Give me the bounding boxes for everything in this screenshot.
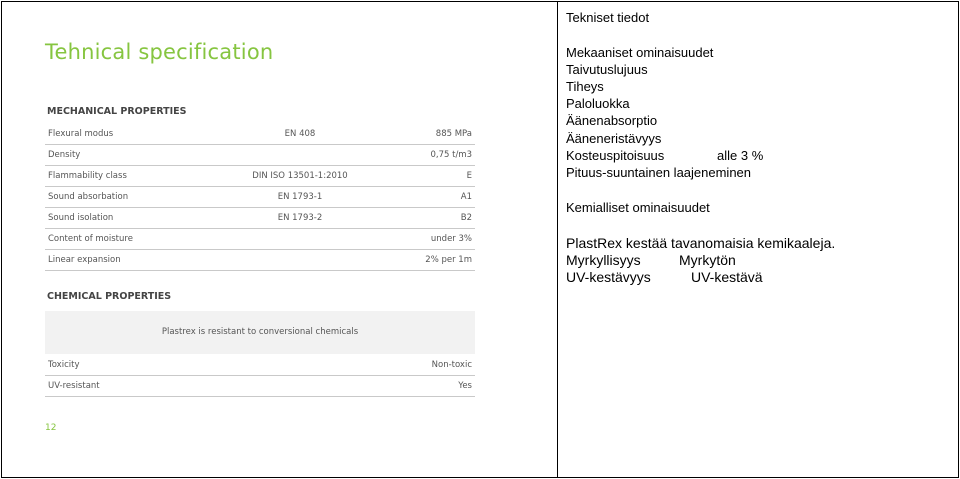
- property-cell: Sound isolation: [48, 213, 114, 223]
- value-cell: E: [466, 171, 472, 181]
- fi-moisture-value: alle 3 %: [717, 148, 764, 163]
- table-row: [45, 166, 475, 187]
- value-cell: 885 MPa: [435, 129, 472, 139]
- standard-cell: DIN ISO 13501-1:2010: [252, 171, 348, 181]
- fi-chem-line: PlastRex kestää tavanomaisia kemikaaleja.: [566, 235, 836, 251]
- fi-mech-item: Ääneneristävyys: [566, 131, 662, 146]
- fi-tox-value: Myrkytön: [679, 252, 736, 268]
- table-row: [45, 187, 475, 208]
- spec-title: Tehnical specification: [45, 40, 274, 64]
- fi-mech-item: Paloluokka: [566, 96, 630, 111]
- fi-mech-item: Äänenabsorptio: [566, 113, 658, 128]
- value-cell: Yes: [458, 381, 472, 391]
- property-cell: Flammability class: [48, 171, 127, 181]
- property-cell: UV-resistant: [48, 381, 100, 391]
- fi-moisture-label: Kosteuspitoisuus: [566, 148, 665, 163]
- mechanical-heading: MECHANICAL PROPERTIES: [47, 106, 187, 117]
- value-cell: Non-toxic: [431, 360, 472, 370]
- table-row: [45, 145, 475, 166]
- fi-chem-heading: Kemialliset ominaisuudet: [566, 200, 710, 215]
- table-row: [45, 355, 475, 376]
- property-cell: Linear expansion: [48, 255, 121, 265]
- fi-heading: Tekniset tiedot: [566, 10, 650, 25]
- chemical-table: [45, 355, 475, 397]
- property-cell: Toxicity: [48, 360, 80, 370]
- chemical-heading: CHEMICAL PROPERTIES: [47, 291, 172, 302]
- table-row: [45, 208, 475, 229]
- page-number: 12: [45, 423, 57, 433]
- standard-cell: EN 408: [284, 129, 316, 139]
- standard-cell: EN 1793-1: [277, 192, 323, 202]
- property-cell: Flexural modus: [48, 129, 114, 139]
- fi-mech-heading: Mekaaniset ominaisuudet: [566, 45, 714, 60]
- table-row: [45, 376, 475, 397]
- value-cell: 0,75 t/m3: [430, 150, 472, 160]
- column-divider: [557, 1, 558, 477]
- value-cell: A1: [460, 192, 472, 202]
- chemical-note: Plastrex is resistant to conversional chemicals: [45, 311, 475, 354]
- table-row: [45, 229, 475, 250]
- fi-expansion-label: Pituus-suuntainen laajeneminen: [566, 165, 752, 180]
- table-row: [45, 250, 475, 271]
- fi-uv-label: UV-kestävyys: [566, 269, 651, 285]
- value-cell: 2% per 1m: [425, 255, 472, 265]
- table-row: [45, 124, 475, 145]
- fi-uv-value: UV-kestävä: [691, 269, 763, 285]
- property-cell: Density: [48, 150, 81, 160]
- fi-tox-label: Myrkyllisyys: [566, 252, 641, 268]
- property-cell: Sound absorbation: [48, 192, 129, 202]
- value-cell: under 3%: [430, 234, 472, 244]
- property-cell: Content of moisture: [48, 234, 133, 244]
- fi-mech-item: Tiheys: [566, 79, 604, 94]
- standard-cell: EN 1793-2: [277, 213, 323, 223]
- mechanical-table: [45, 124, 475, 271]
- value-cell: B2: [460, 213, 472, 223]
- fi-mech-item: Taivutuslujuus: [566, 62, 648, 77]
